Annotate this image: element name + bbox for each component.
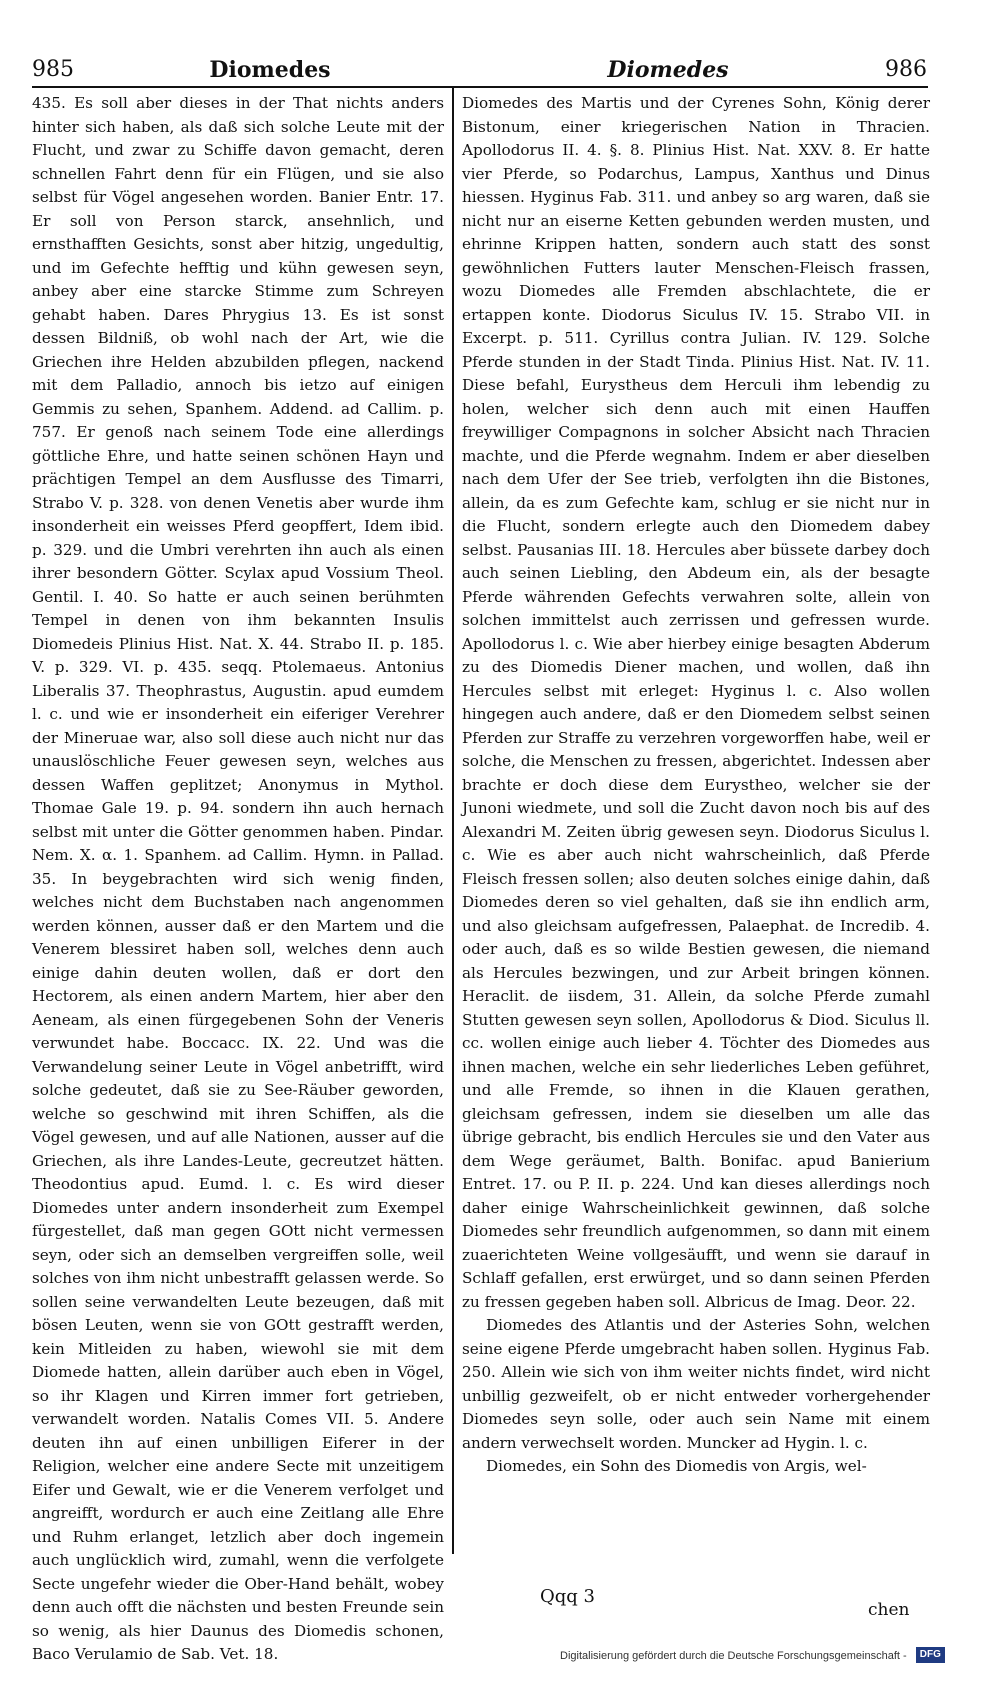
footer-text: Digitalisierung gefördert durch die Deutsche Forschungsgemeinschaft - [560,1650,907,1662]
signature-mark: Qqq 3 [540,1586,595,1607]
column-divider [452,88,454,1554]
entry-diomedes-argis: Diomedes, ein Sohn des Diomedis von Argis, wel- [486,1457,867,1475]
entry-text: 435. Es soll aber dieses in der That nichts anders hinter sich haben, als daß sich solche Leute mit der Flucht, und zwar zu Schiffe davon gemacht, deren schnellen Fahrt denn für ein Flügen, und sie also selbst für Vögel angesehen worden. Banier Entr. 17. Er soll von Person starck, ansehnlich, und ernsthafften Gesichts, sonst aber hitzig, ungedultig, und im Gefechte hefftig und kühn gewesen seyn, anbey aber eine starcke Stimme zum Schreyen gehabt haben. Dares Phrygius 13. Es ist sonst dessen Bildniß, ob wohl nach der Art, wie die Griechen ihre Helden abzubilden pflegen, nackend mit dem Palladio, annoch bis ietzo auf einigen Gemmis zu sehen, Spanhem. Addend. ad Callim. p. 757. Er genoß nach seinem Tode eine allerdings göttliche Ehre, und hatte seinen schönen Hayn und prächtigen Tempel an dem Ausflusse des Timarri, Strabo V. p. 328. von denen Venetis aber wurde ihm insonderheit ein weisses Pferd geopffert, Idem ibid. p. 329. und die Umbri verehrten ihn auch als einen ihrer besondern Götter. Scylax apud Vossium Theol. Gentil. I. 40. So hatte er auch seinen berühmten Tempel in denen von ihm bekannten Insulis Diomedeis Plinius Hist. Nat. X. 44. Strabo II. p. 185. V. p. 329. VI. p. 435. seqq. Ptolemaeus. Antonius Liberalis 37. Theophrastus, Augustin. apud eumdem l. c. und wie er insonderheit ein eiferiger Verehrer der Mineruae war, also soll diese auch nicht nur das unauslöschliche Feuer gewesen seyn, welches aus dessen Waffen geplitzet; Anonymus in Mythol. Thomae Gale 19. p. 94. sondern ihn auch hernach selbst mit unter die Götter genommen haben. Pindar. Nem. X. α. 1. Spanhem. ad Callim. Hymn. in Pallad. 35. In beygebrachten wird sich wenig finden, welches nicht dem Buchstaben nach angenommen werden können, ausser daß er den Martem und die Venerem blessiret haben soll, welches denn auch einige dahin deuten wollen, daß er dort den Hectorem, als einen andern Martem, hier aber den Aeneam, als einen fürgegebenen Sohn der Veneris verwundet habe. Boccacc. IX. 22. Und was die Verwandelung seiner Leute in Vögel anbetrifft, wird solche gedeutet, daß sie zu See-Räuber geworden, welche so geschwind mit ihren Schiffen, als die Vögel gewesen, und auf alle Nationen, ausser auf die Griechen, als ihre Landes-Leute, gecreutzet hätten. Theodontius apud. Eumd. l. c. Es wird dieser Diomedes unter andern insonderheit zum Exempel fürgestellet, daß man gegen GOtt nicht vermessen seyn, oder sich an demselben vergreiffen solle, weil solches von ihm nicht unbestrafft gelassen werde. So sollen seine verwandelten Leute bezeugen, daß mit bösen Leuten, wenn sie von GOtt gestrafft werden, kein Mitleiden zu haben, wiewohl sie mit dem Diomede hatten, allein darüber auch eben in Vögel, so ihr Klagen und Kirren immer fort getrieben, verwandelt worden. Natalis Comes VII. 5. Andere deuten ihn auf einen unbilligen Eiferer in der Religion, welcher eine andere Secte mit unzeitigem Eifer und Gewalt, wie er die Venerem verfolget und angreifft, wordurch er auch eine Zeitlang alle Ehre und Ruhm erlanget, letzlich aber doch ingemein auch unglücklich wird, zumahl, wenn die verfolgete Secte ungefehr wieder die Ober-Hand behält, wobey denn auch offt die nächsten und besten Freunde sein so wenig, als hier Daunus des Diomedis schonen, Baco Verulamio de Sab. Vet. 18. [32,94,444,1663]
page-number-right: 986 [885,57,927,82]
running-head-right: Diomedes [607,57,729,83]
dfg-logo: DFG [916,1647,945,1663]
catchword: chen [868,1600,910,1620]
right-column [462,92,930,1479]
page-number-left: 985 [32,57,74,82]
header-rule [32,86,928,88]
left-column [32,92,444,1667]
digitization-footer [560,1644,960,1666]
running-head-left: Diomedes [209,57,331,83]
entry-diomedes-atlantis: Diomedes des Atlantis und der Asteries Sohn, welchen seine eigene Pferde umgebracht haben sollen. Hyginus Fab. 250. Allein wie sich von ihm weiter nichts findet, wird nicht unbillig gezweifelt, ob er nicht entweder vorhergehender Diomedes seyn solle, oder auch sein Name mit einem andern verwechselt worden. Muncker ad Hygin. l. c. [462,1316,930,1452]
entry-diomedes-thrace: Diomedes des Martis und der Cyrenes Sohn, König derer Bistonum, einer kriegerischen Nation in Thracien. Apollodorus II. 4. §. 8. Plinius Hist. Nat. XXV. 8. Er hatte vier Pferde, so Podarchus, Lampus, Xanthus und Dinus hiessen. Hyginus Fab. 311. und anbey so arg waren, daß sie nicht nur an eiserne Ketten gebunden werden musten, und ehrinne Krippen hatten, sondern auch statt des sonst gewöhnlichen Futters lauter Menschen-Fleisch frassen, wozu Diomedes alle Fremden abschlachtete, die er ertappen konte. Diodorus Siculus IV. 15. Strabo VII. in Excerpt. p. 511. Cyrillus contra Julian. IV. 129. Solche Pferde stunden in der Stadt Tinda. Plinius Hist. Nat. IV. 11. Diese befahl, Eurystheus dem Herculi ihm lebendig zu holen, welcher sich denn auch mit einen Hauffen freywilliger Compagnons in solcher Absicht nach Thracien machte, und die Pferde wegnahm. Indem er aber dieselben nach dem Ufer der See trieb, verfolgten ihn die Bistones, allein, da es zum Gefechte kam, schlug er sie nicht nur in die Flucht, sondern erlegte auch den Diomedem dabey selbst. Pausanias III. 18. Hercules aber büssete darbey doch auch seinen Liebling, den Abdeum ein, als der besagte Pferde währenden Gefechts verwahren solte, allein von solchen immittelst auch zerrissen und gefressen wurde. Apollodorus l. c. Wie aber hierbey einige besagten Abderum zu des Diomedis Diener machen, und wollen, daß ihn Hercules selbst mit erleget: Hyginus l. c. Also wollen hingegen auch andere, daß er den Diomedem selbst seinen Pferden zur Straffe zu verzehren vorgeworffen habe, weil er solche, die Menschen zu fressen, abgerichtet. Indessen aber brachte er doch diese dem Eurystheo, welcher sie der Junoni wiedmete, und soll die Zucht davon noch bis auf des Alexandri M. Zeiten übrig gewesen seyn. Diodorus Siculus l. c. Wie es aber auch nicht wahrscheinlich, daß Pferde Fleisch fressen sollen; also deuten solches einige dahin, daß Diomedes deren so viel gehalten, daß sie ihn endlich arm, und also gleichsam aufgefressen, Palaephat. de Incredib. 4. oder auch, daß es so wilde Bestien gewesen, die niemand als Hercules bezwingen, und zur Arbeit bringen können. Heraclit. de iisdem, 31. Allein, da solche Pferde zumahl Stutten gewesen seyn sollen, Apollodorus & Diod. Siculus ll. cc. wollen einige auch lieber 4. Töchter des Diomedes aus ihnen machen, welche ein sehr liederliches Leben geführet, und alle Fremde, so ihnen in die Klauen gerathen, gleichsam gefressen, indem sie dieselben um alle das übrige gebracht, bis endlich Hercules sie und den Vater aus dem Wege geräumet, Balth. Bonifac. apud Banierium Entret. 17. ou P. II. p. 224. Und kan dieses allerdings noch daher einige Wahrscheinlichkeit gewinnen, daß solche Diomedes sehr freundlich aufgenommen, so dann mit einem zuaerichteten Weine vollgesäufft, und wenn sie darauf in Schlaff gefallen, erst erwürget, und so dann seinen Pferden zu fressen gegeben haben soll. Albricus de Imag. Deor. 22. [462,94,930,1311]
